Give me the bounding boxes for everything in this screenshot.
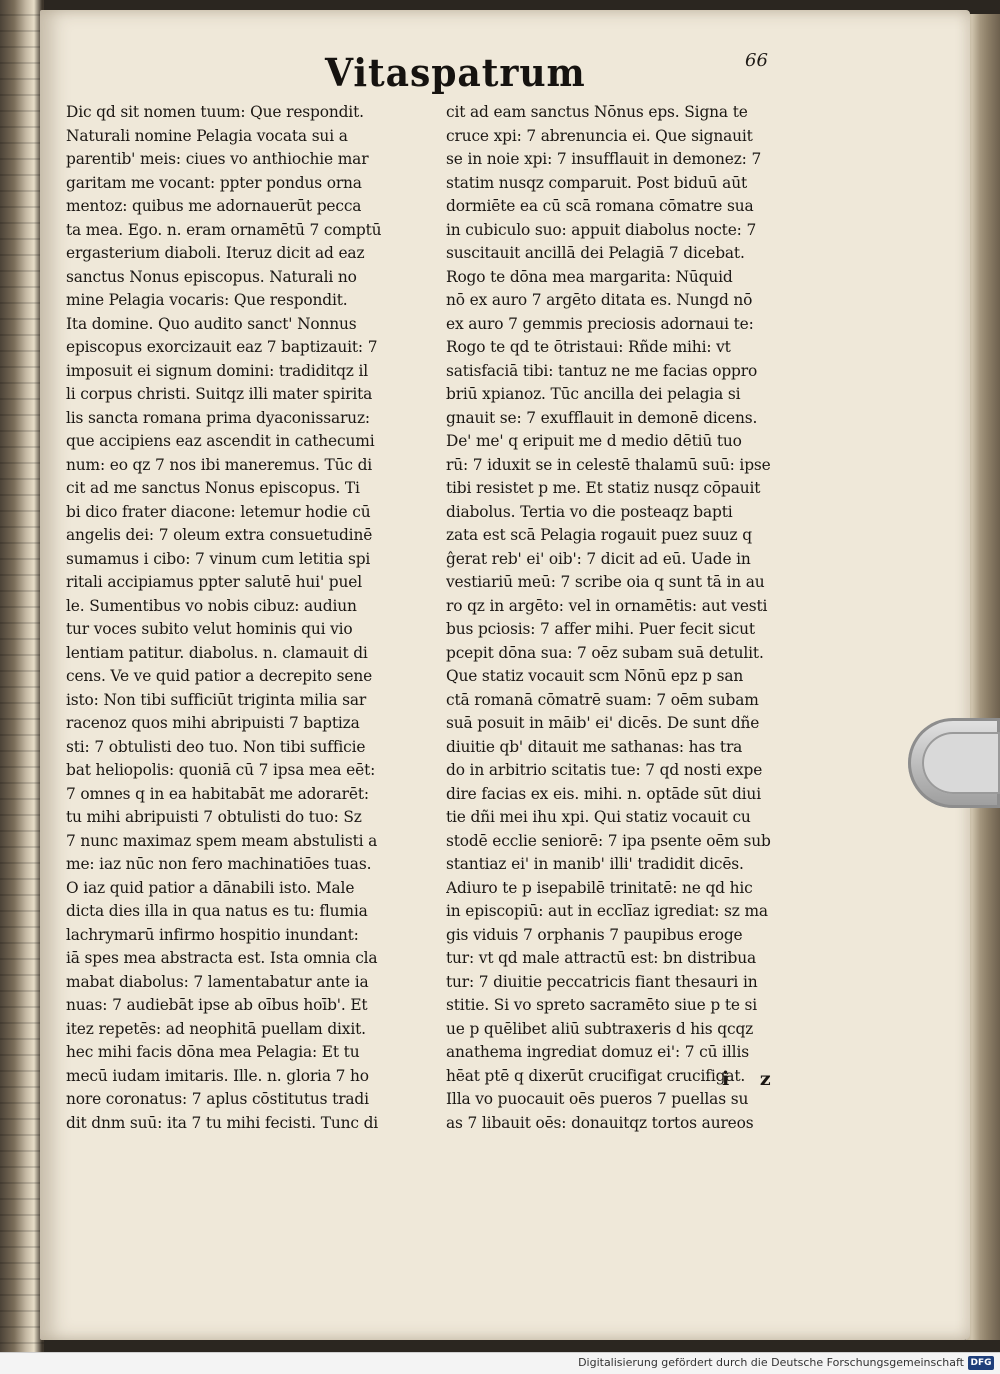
- text-line: nō ex auro 7 argēto ditata es. Nungd nō: [446, 291, 753, 309]
- text-line: le. Sumentibus vo nobis cibuz: audiun: [66, 596, 357, 615]
- text-line: lentiam patitur. diabolus. n. clamauit di: [66, 643, 368, 662]
- text-line: isto: Non tibi sufficiūt triginta milia sar: [66, 690, 367, 709]
- text-line: in episcopiū: aut in ecclīaz igrediat: sz ma: [446, 902, 768, 920]
- text-line: iā spes mea abstracta est. Ista omnia cla: [66, 949, 378, 967]
- text-line: Rogo te qd te ōtristaui: Rñde mihi: vt: [446, 338, 731, 356]
- text-line: mentoz: quibus me adornauerūt pecca: [66, 197, 362, 215]
- text-line: ergasterium diaboli. Iteruz dicit ad eaz: [66, 244, 365, 262]
- text-line: dire facias ex eis. mihi. n. optāde sūt diui: [446, 784, 761, 803]
- text-line: zata est scā Pelagia rogauit puez suuz q: [446, 526, 752, 544]
- text-line: se in noie xpi: 7 insufflauit in demonez: 7: [446, 150, 762, 168]
- text-line: do in arbitrio scitatis tue: 7 qd nosti expe: [446, 761, 763, 779]
- text-line: bi dico frater diacone: letemur hodie cū: [66, 502, 371, 521]
- adjacent-page-edge: [0, 0, 44, 1352]
- text-line: racenoz quos mihi abripuisti 7 baptiza: [66, 714, 360, 732]
- right-text-column: [446, 101, 802, 1135]
- text-line: in cubiculo suo: appuit diabolus nocte: 7: [446, 220, 757, 239]
- text-line: stitie. Si vo spreto sacramēto siue p te si: [446, 996, 758, 1014]
- text-line: lis sancta romana prima dyaconissaruz:: [66, 408, 370, 427]
- text-line: tur: vt qd male attractū est: bn distribua: [446, 949, 756, 967]
- text-line: cit ad me sanctus Nonus episcopus. Ti: [66, 479, 360, 497]
- text-line: Rogo te dōna mea margarita: Nūquid: [446, 267, 733, 286]
- left-text-column: [66, 101, 440, 1135]
- text-line: diabolus. Tertia vo die posteaqz bapti: [446, 502, 733, 521]
- text-line: dicta dies illa in qua natus es tu: flumia: [66, 902, 368, 920]
- text-line: nore coronatus: 7 aplus cōstitutus tradi: [66, 1090, 369, 1108]
- text-line: dormiēte ea cū scā romana cōmatre sua: [446, 197, 754, 215]
- text-line: episcopus exorcizauit eaz 7 baptizauit: 7: [66, 338, 378, 356]
- text-line: mecū iudam imitaris. Ille. n. gloria 7 ho: [66, 1066, 369, 1085]
- text-line: mabat diabolus: 7 lamentabatur ante ia: [66, 972, 369, 991]
- text-line: num: eo qz 7 nos ibi maneremus. Tūc di: [66, 455, 373, 474]
- text-line: Naturali nomine Pelagia vocata sui a: [66, 126, 348, 145]
- text-line: mine Pelagia vocaris: Que respondit.: [66, 291, 348, 309]
- text-line: Illa vo puocauit oēs pueros 7 puellas su: [446, 1090, 749, 1108]
- text-line: ue p quēlibet aliū subtraxeris d his qcqz: [446, 1019, 754, 1038]
- text-line: sumamus i cibo: 7 vinum cum letitia spi: [66, 549, 371, 568]
- text-line: cruce xpi: 7 abrenuncia ei. Que signauit: [446, 126, 753, 145]
- text-line: gis viduis 7 orphanis 7 paupibus eroge: [446, 925, 743, 944]
- text-line: sanctus Nonus episcopus. Naturali no: [66, 267, 357, 286]
- text-line: tur: 7 diuitie peccatricis fiant thesauri in: [446, 972, 758, 991]
- text-line: cens. Ve ve quid patior a decrepito sene: [66, 667, 373, 685]
- footer-bar: [0, 1352, 1000, 1374]
- text-line: li corpus christi. Suitqz illi mater spirita: [66, 385, 373, 403]
- text-line: lachrymarū infirmo hospitio inundant:: [66, 925, 359, 944]
- text-line: as 7 libauit oēs: donauitqz tortos aureos: [446, 1113, 754, 1132]
- text-line: ta mea. Ego. n. eram ornamētū 7 comptū: [66, 220, 382, 239]
- text-line: hēat ptē q dixerūt crucifigat crucifigat.: [446, 1066, 746, 1085]
- text-line: satisfaciā tibi: tantuz ne me facias oppro: [446, 361, 758, 380]
- text-line: suscitauit ancillā dei Pelagiā 7 dicebat.: [446, 244, 745, 262]
- text-line: tur voces subito velut hominis qui vio: [66, 620, 353, 638]
- text-line: nuas: 7 audiebāt ipse ab oībus hoīb'. Et: [66, 996, 368, 1014]
- text-line: ro qz in argēto: vel in ornamētis: aut vesti: [446, 596, 768, 615]
- text-line: angelis dei: 7 oleum extra consuetudinē: [66, 526, 373, 544]
- text-line: vestiariū meū: 7 scribe oia q sunt tā in au: [446, 573, 765, 591]
- text-line: statim nusqz comparuit. Post biduū aūt: [446, 173, 747, 192]
- dfg-logo: DFG: [968, 1356, 994, 1370]
- text-line: suā posuit in māib' ei' dicēs. De sunt dñe: [446, 714, 760, 732]
- text-line: stantiaz ei' in manib' illi' tradidit dicēs.: [446, 855, 744, 873]
- text-line: ctā romanā cōmatrē suam: 7 oēm subam: [446, 690, 759, 709]
- text-line: Ita domine. Quo audito sanct' Nonnus: [66, 314, 357, 333]
- signature-mark: i z: [722, 1068, 783, 1090]
- text-line: ritali accipiamus ppter salutē hui' puel: [66, 573, 362, 591]
- text-line: que accipiens eaz ascendit in cathecumi: [66, 432, 375, 450]
- text-line: imposuit ei signum domini: tradiditqz il: [66, 361, 369, 380]
- text-line: diuitie qb' ditauit me sathanas: has tra: [446, 737, 743, 756]
- text-line: rū: 7 iduxit se in celestē thalamū suū: ipse: [446, 455, 771, 474]
- text-line: anathema ingrediat domuz ei': 7 cū illis: [446, 1043, 749, 1061]
- text-line: itez repetēs: ad neophitā puellam dixit.: [66, 1019, 366, 1038]
- text-line: sti: 7 obtulisti deo tuo. Non tibi sufficie: [66, 737, 366, 756]
- folio-number: 66: [745, 50, 768, 71]
- text-line: tie dñi mei ihu xpi. Qui statiz vocauit cu: [446, 808, 751, 826]
- text-line: Dic qd sit nomen tuum: Que respondit.: [66, 103, 364, 121]
- text-line: cit ad eam sanctus Nōnus eps. Signa te: [446, 103, 748, 121]
- text-line: bus pciosis: 7 affer mihi. Puer fecit sicut: [446, 620, 755, 638]
- text-line: ĝerat reb' ei' oib': 7 dicit ad eū. Uade in: [446, 549, 751, 568]
- text-line: gnauit se: 7 exufflauit in demonē dicens.: [446, 408, 758, 427]
- text-line: tibi resistet p me. Et statiz nusqz cōpauit: [446, 479, 761, 497]
- text-line: tu mihi abripuisti 7 obtulisti do tuo: Sz: [66, 808, 362, 826]
- text-line: stodē ecclie seniorē: 7 ipa psente oēm sub: [446, 831, 771, 850]
- text-line: De' me' q eripuit me d medio dētiū tuo: [446, 432, 742, 450]
- text-line: 7 nunc maximaz spem meam abstulisti a: [66, 831, 378, 850]
- text-line: 7 omnes q in ea habitabāt me adorarēt:: [66, 784, 369, 803]
- text-line: briū xpianoz. Tūc ancilla dei pelagia si: [446, 385, 741, 403]
- text-line: O iaz quid patior a dānabili isto. Male: [66, 878, 355, 897]
- text-line: Adiuro te p isepabilē trinitatē: ne qd hic: [446, 878, 753, 897]
- running-head: Vitaspatrum: [325, 50, 586, 95]
- text-line: bat heliopolis: quoniā cū 7 ipsa mea eēt:: [66, 761, 376, 779]
- text-line: dit dnm suū: ita 7 tu mihi fecisti. Tunc di: [66, 1113, 379, 1132]
- text-line: garitam me vocant: ppter pondus orna: [66, 173, 362, 192]
- metal-clip-inner: [922, 732, 1000, 794]
- page-stack-edge: [966, 14, 1000, 1340]
- text-line: ex auro 7 gemmis preciosis adornaui te:: [446, 314, 754, 333]
- text-line: pcepit dōna sua: 7 oēz subam suā detulit.: [446, 643, 764, 662]
- text-line: Que statiz vocauit scm Nōnū epz p san: [446, 667, 744, 685]
- funding-credit: Digitalisierung gefördert durch die Deutsche Forschungsgemeinschaft: [578, 1356, 964, 1369]
- text-line: hec mihi facis dōna mea Pelagia: Et tu: [66, 1043, 360, 1061]
- text-line: me: iaz nūc non fero machinatiōes tuas.: [66, 855, 372, 873]
- text-line: parentib' meis: ciues vo anthiochie mar: [66, 150, 369, 168]
